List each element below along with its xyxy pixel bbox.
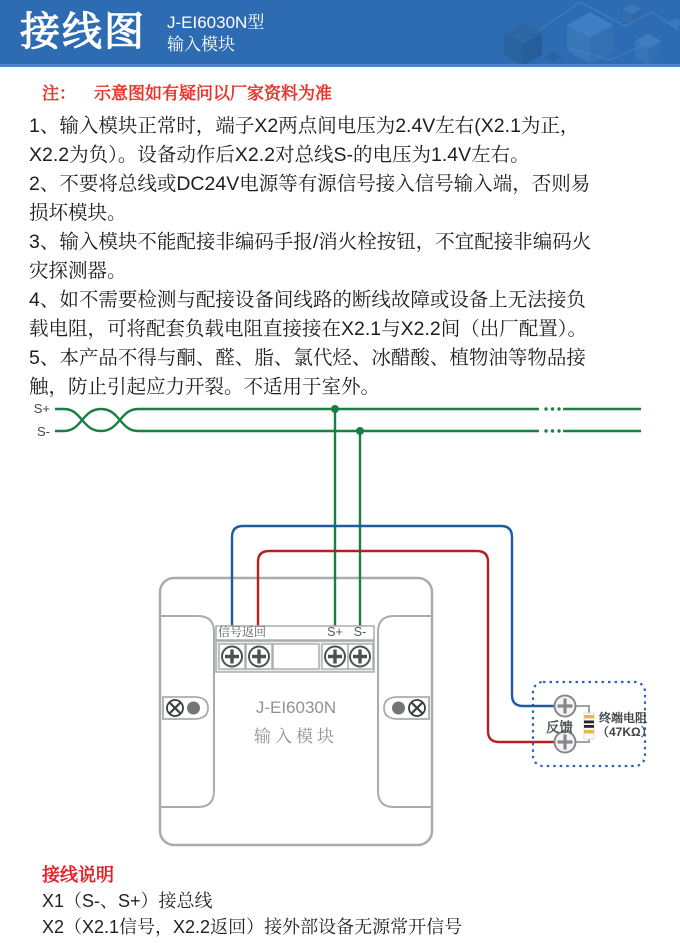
instruction-line: 损坏模块。: [29, 202, 127, 224]
module-name-text: 输入模块: [254, 727, 338, 746]
bus-label-s-plus: S+: [33, 401, 50, 416]
instruction-line: 4、如不需要检测与配接设备间线路的断线故障或设备上无法接负: [29, 289, 586, 311]
resistor-name-label: 终端电阻: [599, 711, 648, 725]
terminal-label-s-plus: S+: [327, 625, 343, 639]
terminal-labels-left: [218, 626, 266, 639]
junction-dot-s-plus: [331, 405, 339, 413]
instruction-line: 3、输入模块不能配接非编码手报/消火栓按钮，不宜配接非编码火: [29, 231, 592, 253]
note-prefix: 注：: [42, 84, 76, 103]
footer-x2-note: X2（X2.1信号，X2.2返回）接外部设备无源常开信号: [42, 917, 463, 937]
terminal-blank-box: [273, 644, 319, 669]
header-model: J-EI6030N型: [167, 13, 265, 32]
instruction-line: 2、不要将总线或DC24V电源等有源信号接入信号输入端，否则易: [29, 173, 591, 195]
module-model-text: J-EI6030N: [255, 698, 337, 717]
footer-x1-note: X1（S-、S+）接总线: [42, 891, 213, 911]
bus-label-s-minus: S-: [37, 424, 50, 439]
resistor-band: [584, 721, 594, 724]
instruction-line: 触，防止引起应力开裂。不适用于室外。: [29, 376, 381, 398]
feedback-label: 反馈: [546, 720, 573, 735]
terminal-label-signal: 信号: [218, 625, 243, 639]
instruction-line: 载电阻，可将配套负载电阻直接接在X2.1与X2.2间（出厂配置）。: [29, 318, 587, 340]
instruction-line: 5、本产品不得与酮、醛、脂、氯代烃、冰醋酸、植物油等物品接: [29, 347, 586, 369]
instruction-line: 灾探测器。: [29, 260, 127, 282]
terminal-label-return: 返回: [242, 625, 267, 639]
terminal-label-s-minus: S-: [353, 625, 367, 639]
footer-title: 接线说明: [42, 865, 114, 885]
instruction-line: 1、输入模块正常时，端子X2两点间电压为2.4V左右(X2.1为正，: [29, 115, 580, 137]
header-product: 输入模块: [167, 35, 235, 54]
resistor-band: [584, 730, 594, 734]
resistor-band: [584, 715, 594, 719]
instruction-line: X2.2为负）。设备动作后X2.2对总线S-的电压为1.4V左右。: [29, 144, 530, 166]
resistor-band: [584, 725, 594, 728]
resistor-value-label: （47KΩ）: [597, 725, 653, 739]
junction-dot-s-minus: [356, 427, 364, 435]
page-title: 接线图: [20, 10, 146, 54]
note-text: 示意图如有疑问以厂家资料为准: [94, 84, 332, 103]
